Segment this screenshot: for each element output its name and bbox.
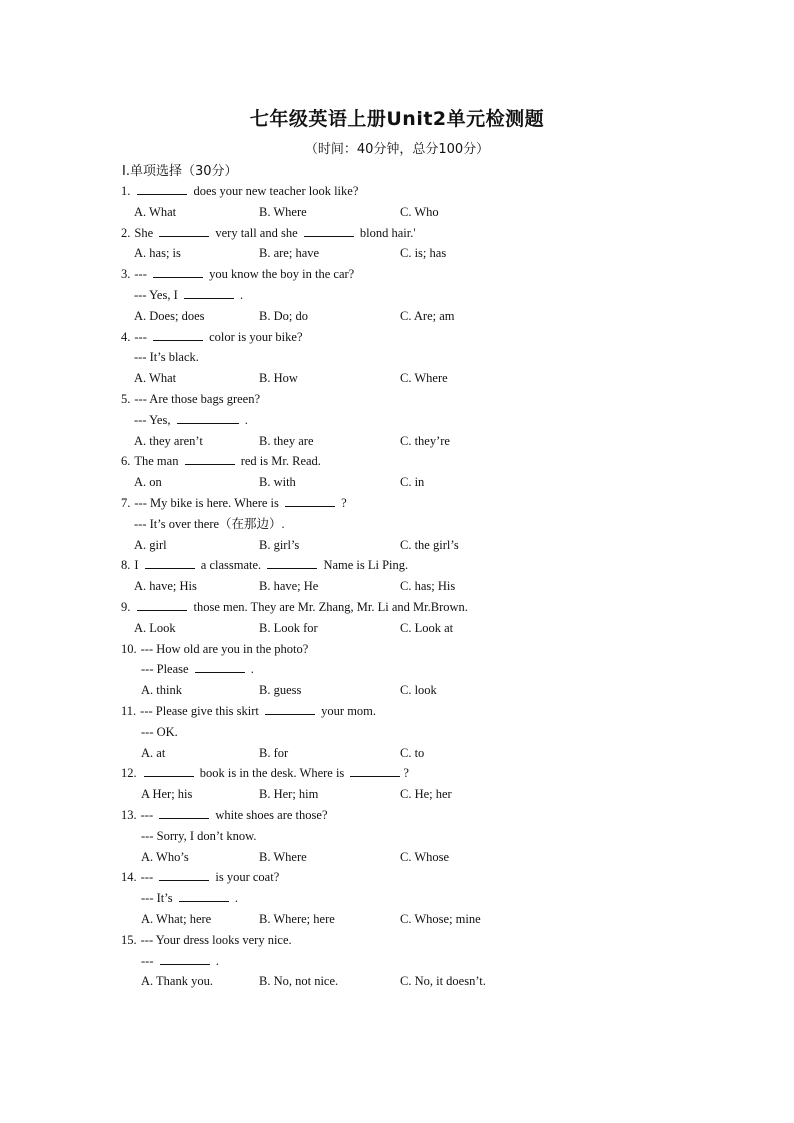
- answer-option[interactable]: C. Who: [400, 204, 439, 219]
- question-text: --- How old are you in the photo?: [140, 641, 309, 656]
- question-number: 15.: [121, 932, 137, 947]
- answer-blank[interactable]: [285, 495, 335, 507]
- answer-option[interactable]: A. girl: [134, 537, 167, 552]
- answer-option[interactable]: B. Do; do: [259, 308, 308, 323]
- answer-option[interactable]: A. on: [134, 475, 162, 490]
- question-text: --- Are those bags green?: [134, 392, 261, 406]
- question-text: red is Mr. Read.: [237, 454, 321, 469]
- answer-option[interactable]: C. is; has: [400, 246, 447, 261]
- answer-option[interactable]: A. What; here: [141, 912, 212, 926]
- answer-blank[interactable]: [195, 661, 245, 673]
- question-text: Name is Li Ping.: [320, 558, 409, 573]
- question-text: .: [212, 953, 219, 968]
- question-number: 9.: [121, 600, 131, 614]
- question-text: color is your bike?: [206, 329, 303, 344]
- question-line: [121, 329, 303, 345]
- answer-option[interactable]: B. they are: [259, 433, 314, 448]
- answer-blank[interactable]: [153, 266, 203, 278]
- answer-option[interactable]: C. No, it doesn’t.: [400, 974, 486, 989]
- answer-option[interactable]: A. Thank you.: [141, 974, 213, 989]
- answer-option[interactable]: B. with: [259, 475, 296, 490]
- answer-blank[interactable]: [179, 890, 229, 902]
- question-line: [121, 266, 354, 282]
- question-line: [121, 932, 292, 948]
- question-number: 12.: [121, 766, 137, 781]
- answer-option[interactable]: C. look: [400, 683, 437, 698]
- answer-option[interactable]: A Her; his: [141, 787, 193, 802]
- answer-option[interactable]: B. No, not nice.: [259, 974, 339, 989]
- question-line: [121, 495, 347, 511]
- answer-blank[interactable]: [185, 453, 235, 465]
- question-text: .: [231, 891, 238, 906]
- question-text: --- Yes,: [134, 412, 174, 427]
- question-line: [141, 661, 254, 677]
- answer-blank[interactable]: [160, 953, 210, 965]
- answer-option[interactable]: B. for: [259, 745, 289, 760]
- question-line: [134, 516, 285, 532]
- question-text: ---: [140, 808, 157, 822]
- answer-blank[interactable]: [145, 557, 195, 569]
- question-number: 14.: [121, 870, 137, 885]
- question-line: [121, 391, 260, 407]
- answer-option[interactable]: C. to: [400, 745, 425, 760]
- question-line: [121, 557, 408, 573]
- answer-blank[interactable]: [144, 765, 194, 777]
- page-title: 七年级英语上册Unit2单元检测题: [249, 108, 545, 130]
- question-text: is your coat?: [212, 870, 280, 885]
- question-line: [121, 807, 328, 823]
- answer-blank[interactable]: [304, 225, 354, 237]
- answer-blank[interactable]: [137, 183, 187, 195]
- answer-option[interactable]: C. Look at: [400, 620, 454, 635]
- question-text: She: [134, 225, 157, 240]
- question-text: .: [236, 288, 244, 302]
- question-text: --- Your dress looks very nice.: [140, 932, 292, 947]
- question-line: [121, 599, 468, 615]
- question-text: those men. They are Mr. Zhang, Mr. Li and Mr.Brown.: [190, 600, 468, 614]
- question-line: [134, 287, 243, 303]
- answer-option[interactable]: B. How: [259, 371, 298, 386]
- question-number: 1.: [121, 184, 131, 198]
- answer-option[interactable]: C. Whose; mine: [400, 912, 481, 926]
- question-number: 10.: [121, 641, 137, 656]
- answer-option[interactable]: C. Where: [400, 371, 448, 386]
- answer-option[interactable]: C. in: [400, 475, 425, 490]
- question-line: [141, 724, 178, 740]
- answer-option[interactable]: C. has; His: [400, 579, 456, 594]
- answer-option[interactable]: A. What: [134, 371, 177, 386]
- question-text: does your new teacher look like?: [190, 184, 359, 198]
- question-text: a classmate.: [197, 558, 265, 573]
- question-text: your mom.: [318, 704, 377, 718]
- answer-option[interactable]: A. Who’s: [141, 849, 189, 864]
- question-number: 3.: [121, 267, 131, 282]
- answer-option[interactable]: B. Look for: [259, 620, 318, 635]
- question-line: [121, 453, 321, 469]
- question-text: you know the boy in the car?: [206, 267, 355, 282]
- answer-option[interactable]: C. they’re: [400, 433, 450, 448]
- question-text: --- It’s: [141, 891, 176, 906]
- section-heading: Ⅰ.单项选择（30分）: [122, 164, 238, 179]
- answer-option[interactable]: B. have; He: [259, 579, 319, 594]
- answer-blank[interactable]: [265, 703, 315, 715]
- question-text: --- Please give this skirt: [140, 704, 263, 718]
- question-line: [121, 765, 409, 781]
- question-text: .: [247, 662, 254, 677]
- answer-blank[interactable]: [350, 765, 400, 777]
- question-number: 7.: [121, 496, 131, 510]
- question-text: ?: [403, 766, 409, 781]
- answer-option[interactable]: B. Where: [259, 204, 307, 219]
- question-number: 13.: [121, 808, 137, 822]
- answer-blank[interactable]: [159, 807, 209, 819]
- question-text: I: [134, 558, 142, 573]
- answer-blank[interactable]: [153, 329, 203, 341]
- question-line: [141, 828, 257, 844]
- answer-option[interactable]: A. at: [141, 745, 166, 760]
- answer-option[interactable]: A. have; His: [134, 579, 197, 594]
- question-line: [121, 225, 416, 241]
- answer-blank[interactable]: [159, 869, 209, 881]
- answer-blank[interactable]: [184, 287, 234, 299]
- answer-option[interactable]: C. the girl’s: [400, 537, 459, 552]
- question-text: ---: [134, 329, 150, 344]
- answer-blank[interactable]: [159, 225, 209, 237]
- answer-option[interactable]: A. Does; does: [134, 308, 205, 323]
- question-number: 8.: [121, 558, 131, 573]
- question-number: 6.: [121, 454, 131, 469]
- question-text: --- It’s over there（在那边）.: [134, 516, 285, 531]
- answer-blank[interactable]: [137, 599, 187, 611]
- answer-option[interactable]: B. are; have: [259, 246, 320, 261]
- answer-blank[interactable]: [267, 557, 317, 569]
- question-text: book is in the desk. Where is: [196, 766, 348, 781]
- answer-option[interactable]: A. has; is: [134, 246, 181, 261]
- answer-option[interactable]: A. What: [134, 204, 177, 219]
- answer-option[interactable]: C. He; her: [400, 787, 452, 802]
- answer-option[interactable]: C. Are; am: [400, 308, 455, 323]
- question-number: 2.: [121, 225, 131, 240]
- answer-option[interactable]: B. guess: [259, 683, 302, 698]
- page-subtitle: （时间：40分钟，总分100分）: [304, 142, 490, 157]
- answer-blank[interactable]: [177, 412, 239, 424]
- answer-option[interactable]: B. Where: [259, 849, 307, 864]
- question-line: [121, 641, 308, 657]
- question-line: [121, 869, 279, 885]
- answer-option[interactable]: A. think: [141, 683, 182, 698]
- answer-option[interactable]: B. Where; here: [259, 912, 335, 926]
- question-text: very tall and she: [212, 225, 301, 240]
- question-line: [141, 890, 238, 906]
- question-line: [141, 953, 219, 969]
- question-text: --- It’s black.: [134, 350, 199, 365]
- question-text: --- My bike is here. Where is: [134, 496, 283, 510]
- question-text: ---: [141, 953, 157, 968]
- question-text: .: [241, 412, 248, 427]
- question-text: ---: [134, 267, 150, 282]
- answer-option[interactable]: C. Whose: [400, 849, 450, 864]
- answer-option[interactable]: A. they aren’t: [134, 433, 203, 448]
- question-line: [121, 183, 358, 199]
- question-line: [121, 703, 376, 719]
- question-text: --- OK.: [141, 724, 178, 739]
- question-number: 4.: [121, 329, 131, 344]
- question-text: --- Please: [141, 662, 192, 677]
- question-text: ?: [338, 496, 347, 510]
- question-text: ---: [140, 870, 157, 885]
- answer-option[interactable]: B. Her; him: [259, 787, 319, 802]
- question-text: The man: [134, 454, 182, 469]
- question-number: 11.: [121, 704, 137, 718]
- answer-option[interactable]: B. girl’s: [259, 537, 300, 552]
- question-text: --- Yes, I: [134, 288, 181, 302]
- question-line: [134, 349, 199, 365]
- question-number: 5.: [121, 392, 131, 406]
- question-text: blond hair.': [356, 225, 416, 240]
- answer-option[interactable]: A. Look: [134, 620, 176, 635]
- question-line: [134, 412, 248, 428]
- question-text: --- Sorry, I don’t know.: [141, 828, 257, 843]
- question-text: white shoes are those?: [212, 808, 328, 822]
